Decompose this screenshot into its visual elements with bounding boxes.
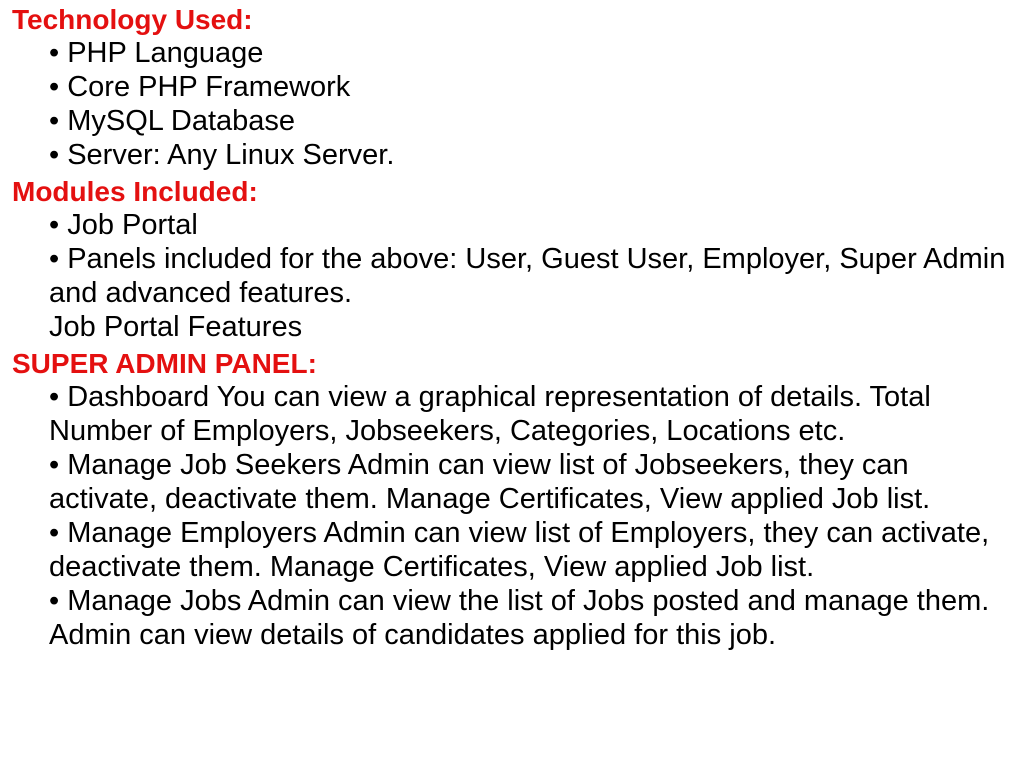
list-item: • Dashboard You can view a graphical representation of details. Total Number of Employers, Jobseekers, Categories, Locations etc. <box>49 381 931 447</box>
list-item: Job Portal Features <box>49 311 303 343</box>
list-item: • Server: Any Linux Server. <box>49 139 395 171</box>
list-item: • Job Portal <box>49 209 198 241</box>
list-item: • MySQL Database <box>49 105 296 137</box>
list-item: • Core PHP Framework <box>49 71 351 103</box>
super-admin-section <box>12 348 1014 652</box>
list-item: • Panels included for the above: User, Guest User, Employer, Super Admin and advanced features. <box>49 243 1006 309</box>
technology-section <box>12 4 1014 172</box>
list-item: • Manage Employers Admin can view list of Employers, they can activate, deactivate them. Manage Certificates, View applied Job list. <box>49 517 990 583</box>
modules-list <box>12 208 1014 344</box>
modules-heading: Modules Included: <box>12 176 258 207</box>
super-admin-heading: SUPER ADMIN PANEL: <box>12 348 317 379</box>
super-admin-list <box>12 380 1014 652</box>
list-item: • Manage Job Seekers Admin can view list of Jobseekers, they can activate, deactivate them. Manage Certificates, View applied Job list. <box>49 449 931 515</box>
list-item: • Manage Jobs Admin can view the list of Jobs posted and manage them. Admin can view details of candidates applied for this job. <box>49 585 990 651</box>
technology-heading: Technology Used: <box>12 4 253 35</box>
technology-list <box>12 36 1014 172</box>
modules-section <box>12 176 1014 344</box>
list-item: • PHP Language <box>49 37 264 69</box>
